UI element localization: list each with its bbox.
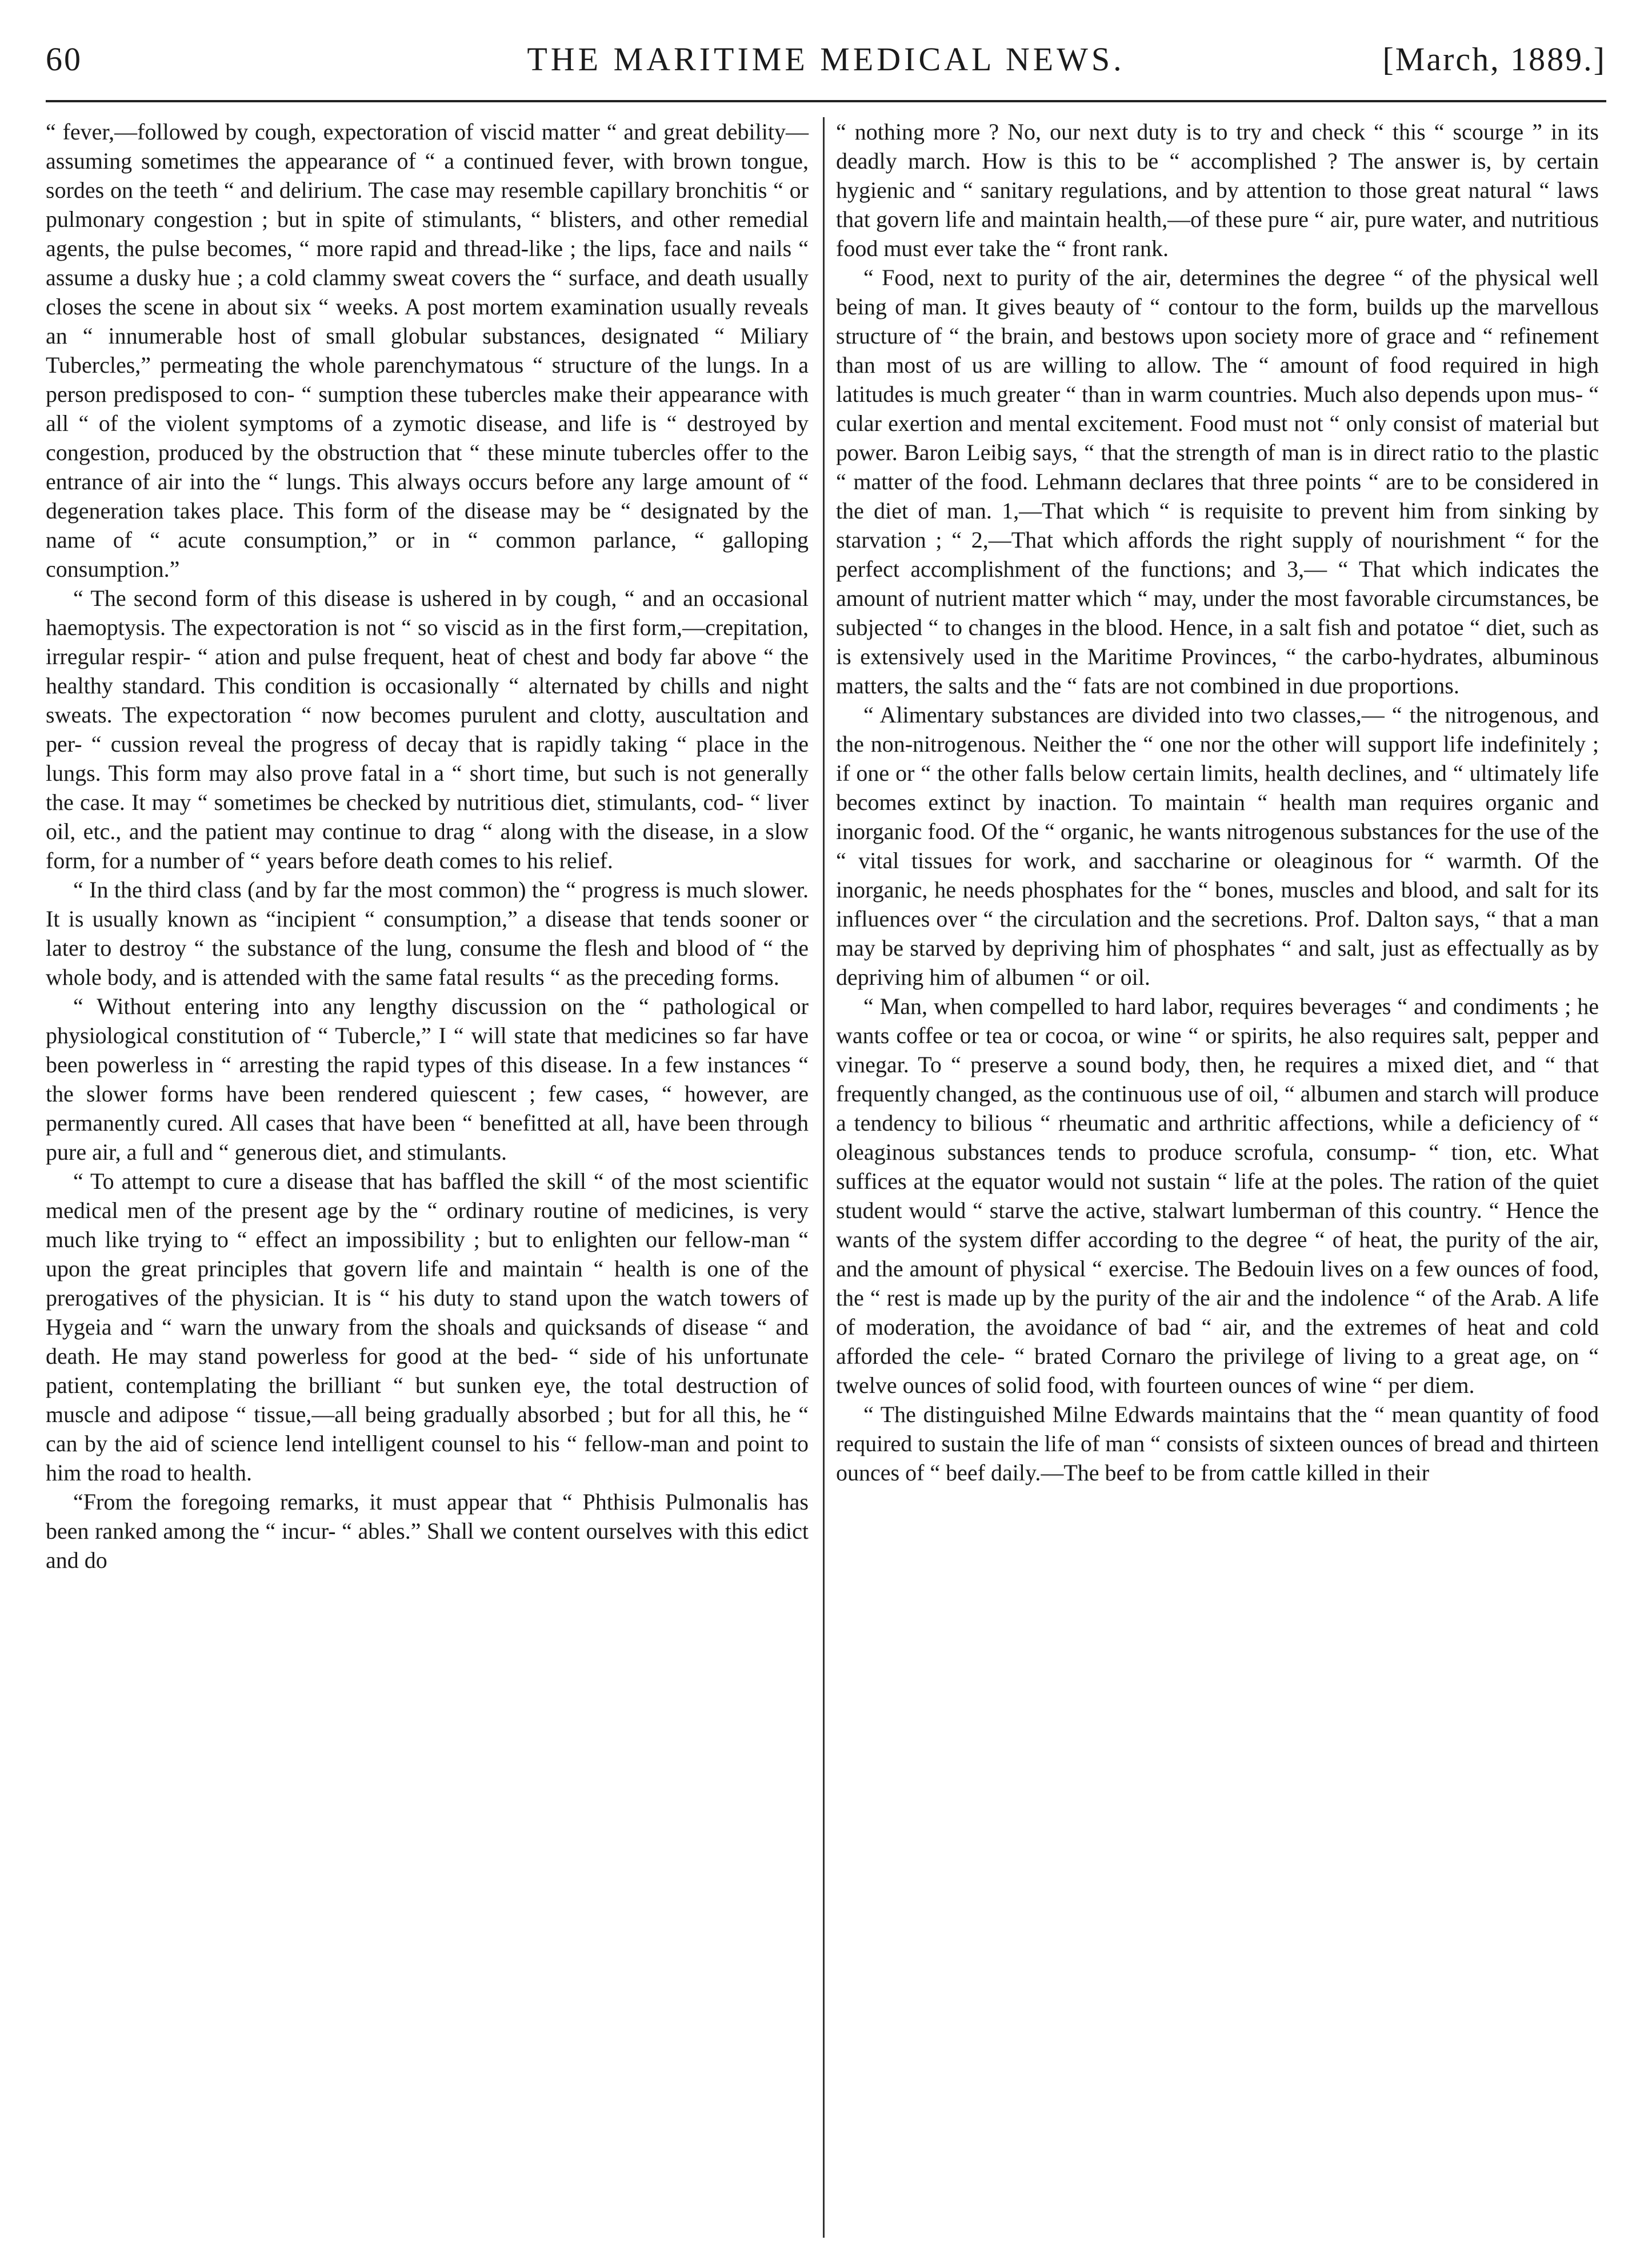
paragraph: “ fever,—followed by cough, expectoration of viscid matter “ and great debility—assuming sometimes the appearance of “ a continued fever, with brown tongue, sordes on the teeth “ and delirium. The case may resemble capillary bronchitis “ or pulmonary congestion ; but in spite of stimulants, “ blisters, and other remedial agents, the pulse becomes, “ more rapid and thread-like ; the lips, face and nails “ assume a dusky hue ; a cold clammy sweat covers the “ surface, and death usually closes the scene in about six “ weeks. A post mortem examination usually reveals an “ innumerable host of small globular substances, designated “ Miliary Tubercles,” permeating the whole parenchymatous “ structure of the lungs. In a person predisposed to con- “ sumption these tubercles make their appearance with all “ of the violent symptoms of a zymotic disease, and life is “ destroyed by congestion, produced by the obstruction that “ these minute tubercles offer to the entrance of air into the “ lungs. This always occurs before any large amount of “ degeneration takes place. This form of the disease may be “ designated by the name of “ acute consumption,” or in “ common parlance, “ galloping consumption.” (46, 119, 809, 582)
paragraph: “ In the third class (and by far the most common) the “ progress is much slower. It is usually known as “incipient “ consumption,” a disease that tends sooner or later to destroy “ the substance of the lung, consume the flesh and blood of “ the whole body, and is attended with the same fatal results “ as the preceding forms. (46, 877, 809, 990)
paragraph: “From the foregoing remarks, it must appear that “ Phthisis Pulmonalis has been ranked among the “ incur- “ ables.” Shall we content ourselves with this edict and do (46, 1489, 809, 1573)
header-rule (46, 100, 1606, 102)
paragraph: “ nothing more ? No, our next duty is to try and check “ this “ scourge ” in its deadly march. How is this to be “ accomplished ? The answer is, by certain hygienic and “ sanitary regulations, and by attention to those great natural “ laws that govern life and maintain health,—of these pure “ air, pure water, and nutritious food must ever take the “ front rank. (836, 119, 1599, 261)
paragraph: “ Man, when compelled to hard labor, requires beverages “ and condiments ; he wants coffee or tea or cocoa, or wine “ or spirits, he also requires salt, pepper and vinegar. To “ preserve a sound body, then, he requires a mixed diet, and “ that frequently changed, as the continuous use of oil, “ albumen and starch will produce a tendency to bilious “ rheumatic and arthritic affections, while a deficiency of “ oleaginous substances tends to produce scrofula, consump- “ tion, etc. What suffices at the equator would not sustain “ life at the poles. The ration of the quiet student would “ starve the active, stalwart lumberman of this country. “ Hence the wants of the system differ according to the degree “ of heat, the purity of the air, and the amount of physical “ exercise. The Bedouin lives on a few ounces of food, the “ rest is made up by the purity of the air and the indolence “ of the Arab. A life of moderation, the avoidance of bad “ air, and the extremes of heat and cold afforded the cele- “ brated Cornaro the privilege of living to a great age, on “ twelve ounces of solid food, with fourteen ounces of wine “ per diem. (836, 993, 1599, 1398)
right-column (836, 117, 1599, 1487)
paragraph: “ The distinguished Milne Edwards maintains that the “ mean quantity of food required to sustain the life of man “ consists of sixteen ounces of bread and thirteen ounces of “ beef daily.—The beef to be from cattle killed in their (836, 1401, 1599, 1486)
journal-title: THE MARITIME MEDICAL NEWS. (527, 41, 1125, 78)
left-column (46, 117, 809, 1575)
paragraph: “ Without entering into any lengthy discussion on the “ pathological or physiological constitution of “ Tubercle,” I “ will state that medicines so far have been powerless in “ arresting the rapid types of this disease. In a few instances “ the slower forms have been rendered quiescent ; few cases, “ however, are permanently cured. All cases that have been “ benefitted at all, have been through pure air, a full and “ generous diet, and stimulants. (46, 993, 809, 1165)
issue-date: [March, 1889.] (1382, 41, 1606, 78)
page-header (46, 40, 1606, 103)
paragraph: “ To attempt to cure a disease that has baffled the skill “ of the most scientific medical men of the present age by the “ ordinary routine of medicines, is very much like trying to “ effect an impossibility ; but to enlighten our fellow-man “ upon the great principles that govern life and maintain “ health is one of the prerogatives of the physician. It is “ his duty to stand upon the watch towers of Hygeia and “ warn the unwary from the shoals and quicksands of disease “ and death. He may stand powerless for good at the bed- “ side of his unfortunate patient, contemplating the brilliant “ but sunken eye, the total destruction of muscle and adipose “ tissue,—all being gradually absorbed ; but for all this, he “ can by the aid of science lend intelligent counsel to his “ fellow-man and point to him the road to health. (46, 1168, 809, 1486)
column-divider (823, 117, 825, 2238)
paragraph: “ Alimentary substances are divided into two classes,— “ the nitrogenous, and the non-nitrogenous. Neither the “ one nor the other will support life indefinitely ; if one or “ the other falls below certain limits, health declines, and “ ultimately life becomes extinct by inaction. To maintain “ health man requires organic and inorganic food. Of the “ organic, he wants nitrogenous substances for the use of the “ vital tissues for work, and saccharine or oleaginous for “ warmth. Of the inorganic, he needs phosphates for the “ bones, muscles and blood, and salt for its influences over “ the circulation and the secretions. Prof. Dalton says, “ that a man may be starved by depriving him of phosphates “ and salt, just as effectually as by depriving him of albumen “ or oil. (836, 702, 1599, 990)
paragraph: “ The second form of this disease is ushered in by cough, “ and an occasional haemoptysis. The expectoration is not “ so viscid as in the first form,—crepitation, irregular respir- “ ation and pulse frequent, heat of chest and body far above “ the healthy standard. This condition is occasionally “ alternated by chills and night sweats. The expectoration “ now becomes purulent and clotty, auscultation and per- “ cussion reveal the progress of decay that is rapidly taking “ place in the lungs. This form may also prove fatal in a “ short time, but such is not generally the case. It may “ sometimes be checked by nutritious diet, stimulants, cod- “ liver oil, etc., and the patient may continue to drag “ along with the disease, in a slow form, for a number of “ years before death comes to his relief. (46, 585, 809, 873)
page-number: 60 (46, 41, 82, 78)
paragraph: “ Food, next to purity of the air, determines the degree “ of the physical well being of man. It gives beauty of “ contour to the form, builds up the marvellous structure of “ the brain, and bestows upon society more of grace and “ refinement than most of us are willing to allow. The “ amount of food required in high latitudes is much greater “ than in warm countries. Much also depends upon mus- “ cular exertion and mental excitement. Food must not “ only consist of material but power. Baron Leibig says, “ that the strength of man is in direct ratio to the plastic “ matter of the food. Lehmann declares that three points “ are to be considered in the diet of man. 1,—That which “ is requisite to prevent him from sinking by starvation ; “ 2,—That which affords the right supply of nourishment “ for the perfect accomplishment of the functions; and 3,— “ That which indicates the amount of nutrient matter which “ may, under the most favorable circumstances, be subjected “ to changes in the blood. Hence, in a salt fish and potatoe “ diet, such as is extensively used in the Maritime Provinces, “ the carbo-hydrates, albuminous matters, the salts and the “ fats are not combined in due proportions. (836, 265, 1599, 698)
